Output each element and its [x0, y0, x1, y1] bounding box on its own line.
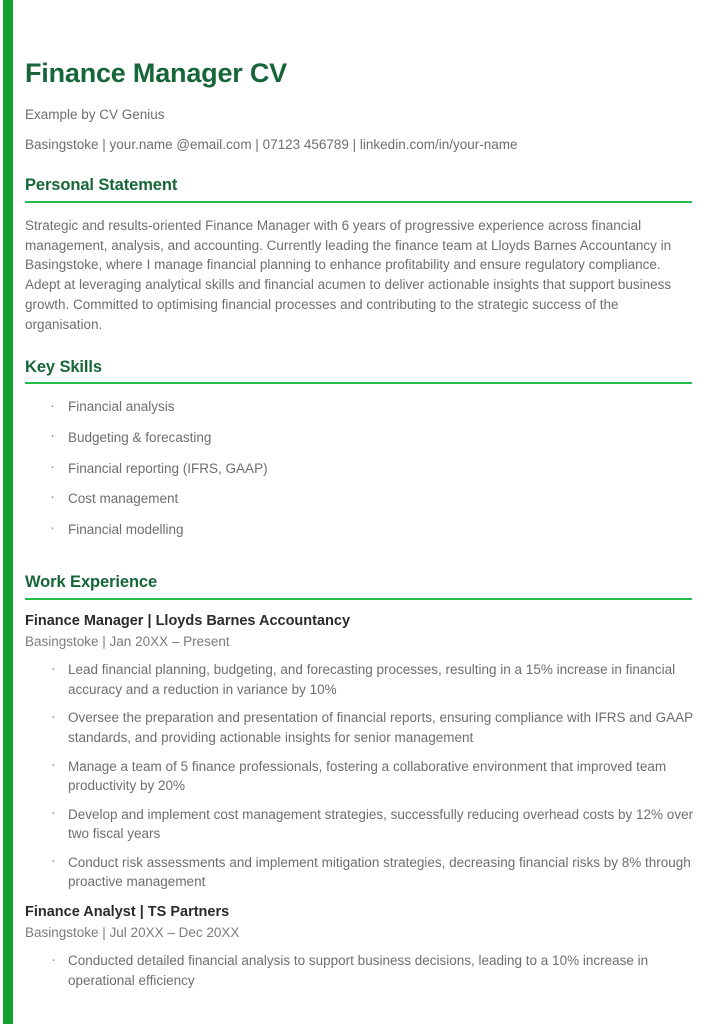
section-heading-work-experience: Work Experience [25, 573, 158, 592]
cv-header [25, 0, 692, 153]
list-item: · Develop and implement cost management strategies, successfully reducing overhead costs by 12% over two fiscal years [25, 805, 708, 844]
list-item: · Financial reporting (IFRS, GAAP) [25, 459, 692, 479]
section-heading-key-skills: Key Skills [25, 357, 102, 376]
job-entry [25, 901, 692, 991]
list-item: · Conducted detailed financial analysis to support business decisions, leading to a 10% increase in operational efficiency [25, 951, 708, 990]
job-meta: Basingstoke | Jan 20XX – Present [25, 633, 230, 649]
job-entry [25, 600, 692, 892]
list-item: · Financial analysis [25, 397, 692, 417]
list-item: · Manage a team of 5 finance professionals, fostering a collaborative environment that improved team productivity by 20% [25, 757, 708, 796]
key-skills-list [25, 384, 692, 539]
section-heading-personal-statement: Personal Statement [25, 176, 178, 195]
left-accent-bar [3, 0, 13, 1024]
list-item: · Oversee the preparation and presentation of financial reports, ensuring compliance with IFRS and GAAP standards, and providing actionable insights for senior management [25, 708, 708, 747]
job-duties-list [25, 650, 692, 892]
page-title: Finance Manager CV [25, 58, 287, 88]
section-personal-statement [25, 153, 692, 335]
cv-content [25, 0, 692, 999]
list-item: · Budgeting & forecasting [25, 428, 692, 448]
job-title: Finance Analyst | TS Partners [25, 903, 230, 920]
list-item: · Lead financial planning, budgeting, and forecasting processes, resulting in a 15% increase in financial accuracy and a reduction in variance by 10% [25, 660, 708, 699]
section-work-experience [25, 550, 692, 990]
job-meta: Basingstoke | Jul 20XX – Dec 20XX [25, 924, 240, 940]
contact-line: Basingstoke | your.name @email.com | 07123 456789 | linkedin.com/in/your-name [25, 136, 518, 152]
list-item: · Financial modelling [25, 520, 692, 540]
personal-statement-body: Strategic and results-oriented Finance Manager with 6 years of progressive experience across financial management, analysis, and accounting. Currently leading the finance team at Lloyds Barnes Accountancy in Basingstoke, where I manage financial planning to enhance profitability and ensure regulatory compliance. Adept at leveraging analytical skills and financial acumen to deliver actionable insights that support business growth. Committed to optimising financial processes and contributing to the strategic success of the organisation. [25, 217, 672, 332]
byline: Example by CV Genius [25, 107, 165, 123]
job-duties-list [25, 941, 692, 990]
list-item: · Cost management [25, 489, 692, 509]
list-item: · Conduct risk assessments and implement mitigation strategies, decreasing financial risks by 8% through proactive management [25, 853, 708, 892]
section-key-skills [25, 335, 692, 539]
job-title: Finance Manager | Lloyds Barnes Accountancy [25, 612, 351, 629]
